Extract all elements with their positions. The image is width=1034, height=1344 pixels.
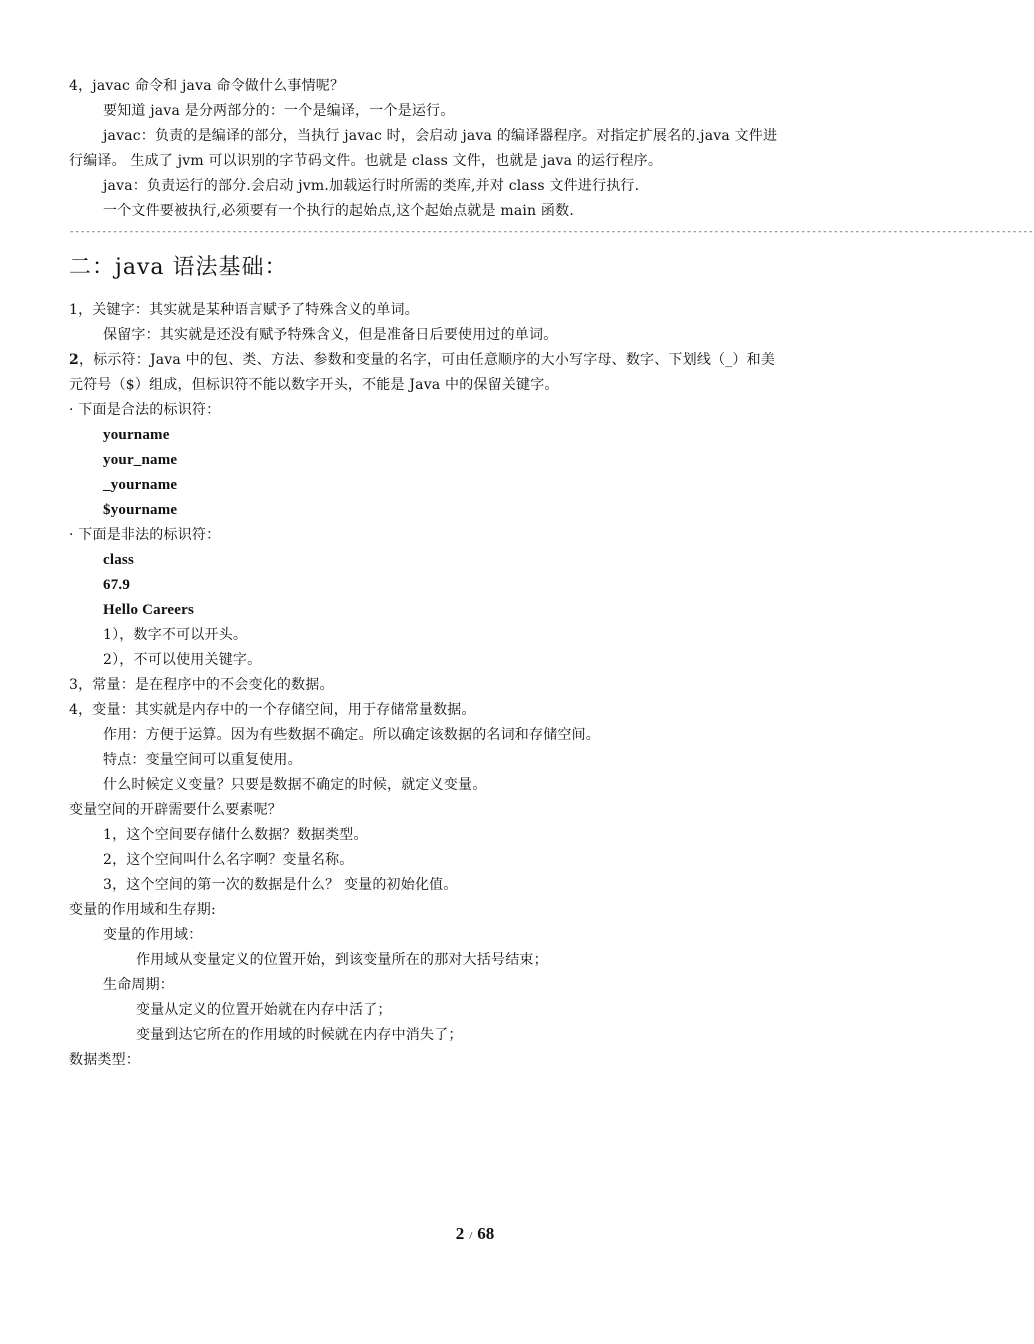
paragraph-text: 4，变量：其实就是内存中的一个存储空间，用于存储常量数据。 bbox=[69, 702, 476, 718]
identifier-example: 67.9 bbox=[103, 577, 131, 593]
paragraph-text: 特点：变量空间可以重复使用。 bbox=[103, 752, 302, 768]
paragraph-text: 数据类型： bbox=[69, 1052, 140, 1068]
paragraph-text: java：负责运行的部分.会启动 jvm.加载运行时所需的类库,并对 class 文件进行执行. bbox=[103, 178, 640, 194]
bullet-item: · 下面是非法的标识符： bbox=[69, 527, 221, 543]
paragraph-text: 变量到达它所在的作用域的时候就在内存中消失了； bbox=[136, 1027, 463, 1043]
page-separator: / bbox=[469, 1230, 473, 1242]
page-total: 68 bbox=[477, 1224, 495, 1243]
identifier-definition: ，标示符：Java 中的包、类、方法、参数和变量的名字，可由任意顺序的大小写字母、数字、下划线（_）和美 bbox=[78, 352, 776, 368]
paragraph-text: 变量的作用域和生存期: bbox=[69, 902, 216, 918]
paragraph-text: 保留字：其实就是还没有赋予特殊含义，但是准备日后要使用过的单词。 bbox=[103, 327, 558, 343]
section-heading: 二：java 语法基础： bbox=[69, 255, 288, 280]
dashed-separator: ---------------------------------------------------------------------------------------------------------------------------------------------------------------------------------- bbox=[69, 227, 1034, 237]
paragraph-text: 1，关键字：其实就是某种语言赋予了特殊含义的单词。 bbox=[69, 302, 419, 318]
item-number: 2 bbox=[69, 352, 79, 368]
paragraph-text: 作用域从变量定义的位置开始，到该变量所在的那对大括号结束； bbox=[136, 952, 548, 968]
paragraph-text: 1，这个空间要存储什么数据？数据类型。 bbox=[103, 827, 368, 843]
paragraph-text: javac：负责的是编译的部分，当执行 javac 时，会启动 java 的编译器程序。对指定扩展名的.java 文件进 bbox=[103, 128, 778, 144]
identifier-example: $yourname bbox=[103, 502, 178, 518]
paragraph-text: 变量的作用域： bbox=[103, 927, 203, 943]
paragraph-text: 生命周期： bbox=[103, 977, 174, 993]
paragraph-text bbox=[69, 348, 894, 373]
paragraph-text: 行编译。 生成了 jvm 可以识别的字节码文件。也就是 class 文件，也就是 java 的运行程序。 bbox=[69, 153, 663, 169]
bullet-item: · 下面是合法的标识符： bbox=[69, 402, 221, 418]
identifier-example: yourname bbox=[103, 427, 170, 443]
identifier-example: _yourname bbox=[103, 477, 178, 493]
paragraph-text: 3，这个空间的第一次的数据是什么？ 变量的初始化值。 bbox=[103, 877, 458, 893]
identifier-example: your_name bbox=[103, 452, 178, 468]
paragraph-text: 元符号（$）组成，但标识符不能以数字开头，不能是 Java 中的保留关键字。 bbox=[69, 377, 559, 393]
paragraph-text: 3，常量：是在程序中的不会变化的数据。 bbox=[69, 677, 334, 693]
paragraph-text: 变量从定义的位置开始就在内存中活了； bbox=[136, 1002, 392, 1018]
paragraph-text: 一个文件要被执行,必须要有一个执行的起始点,这个起始点就是 main 函数. bbox=[103, 203, 574, 219]
page-number bbox=[0, 1224, 950, 1244]
question-javac-java: 4，javac 命令和 java 命令做什么事情呢？ bbox=[69, 78, 345, 94]
paragraph-text: 2），不可以使用关键字。 bbox=[103, 652, 262, 668]
paragraph-text: 要知道 java 是分两部分的：一个是编译，一个是运行。 bbox=[103, 103, 455, 119]
paragraph-text: 作用：方便于运算。因为有些数据不确定。所以确定该数据的名词和存储空间。 bbox=[103, 727, 600, 743]
paragraph-text: 变量空间的开辟需要什么要素呢？ bbox=[69, 802, 282, 818]
paragraph-text: 什么时候定义变量？只要是数据不确定的时候，就定义变量。 bbox=[103, 777, 487, 793]
paragraph-text: 1），数字不可以开头。 bbox=[103, 627, 248, 643]
identifier-example: Hello Careers bbox=[103, 602, 195, 618]
identifier-example: class bbox=[103, 552, 134, 568]
page-current: 2 bbox=[455, 1224, 465, 1243]
paragraph-text: 2，这个空间叫什么名字啊？变量名称。 bbox=[103, 852, 354, 868]
